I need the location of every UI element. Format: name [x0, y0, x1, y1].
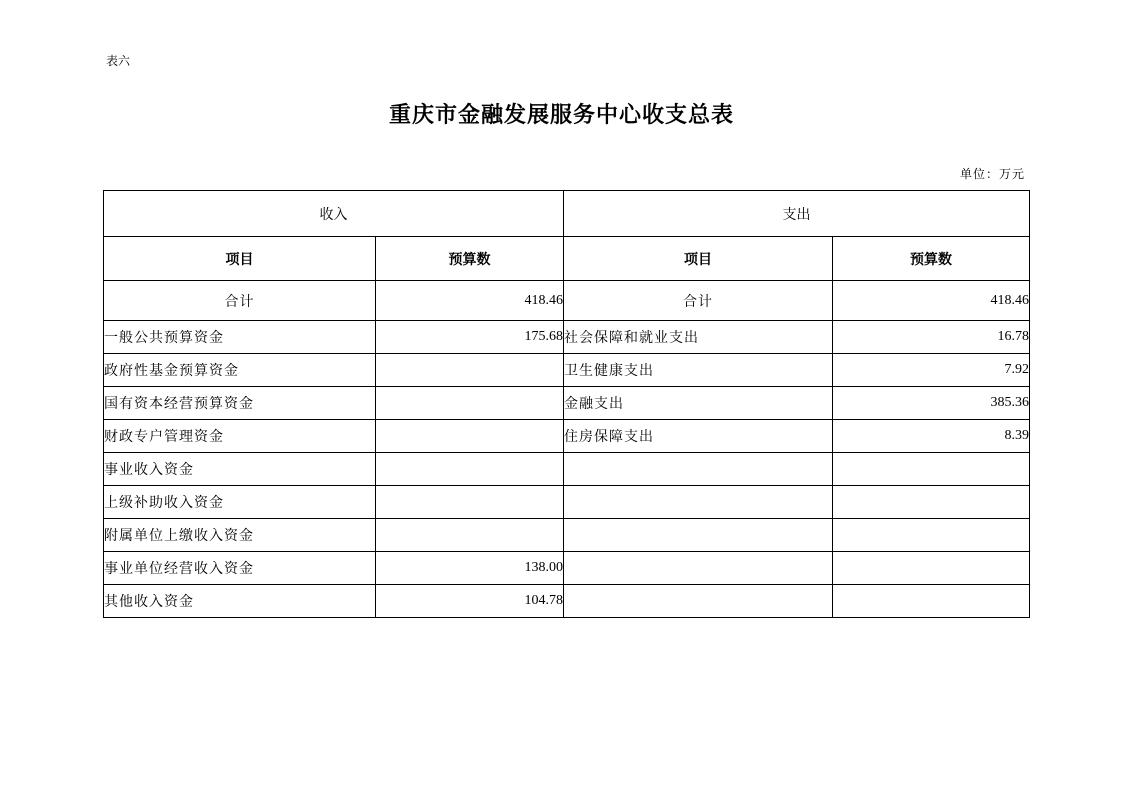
table-number: 表六: [106, 54, 131, 68]
expense-total-value: 418.46: [833, 281, 1030, 321]
income-item: 附属单位上缴收入资金: [104, 519, 376, 552]
expense-total-label: 合计: [564, 281, 833, 321]
income-value: [376, 486, 564, 519]
income-total-value: 418.46: [376, 281, 564, 321]
income-value: [376, 387, 564, 420]
expense-item: 卫生健康支出: [564, 354, 833, 387]
table-row: [104, 420, 1030, 453]
income-item: 国有资本经营预算资金: [104, 387, 376, 420]
expense-item: [564, 519, 833, 552]
expense-value: [833, 453, 1030, 486]
expense-value: [833, 585, 1030, 618]
income-value: 138.00: [376, 552, 564, 585]
expense-item: [564, 453, 833, 486]
expense-value: 8.39: [833, 420, 1030, 453]
table-row: [104, 453, 1030, 486]
table-row: [104, 321, 1030, 354]
table-row: [104, 519, 1030, 552]
expense-item: 社会保障和就业支出: [564, 321, 833, 354]
table-row: [104, 486, 1030, 519]
total-row: [104, 281, 1030, 321]
section-header-row: [104, 191, 1030, 237]
income-value: [376, 420, 564, 453]
income-value: [376, 519, 564, 552]
expense-item: 金融支出: [564, 387, 833, 420]
income-value: 104.78: [376, 585, 564, 618]
expense-value: [833, 552, 1030, 585]
expense-item: 住房保障支出: [564, 420, 833, 453]
table-row: [104, 387, 1030, 420]
table-row: [104, 585, 1030, 618]
expense-value: 385.36: [833, 387, 1030, 420]
table-row: [104, 552, 1030, 585]
income-item: 其他收入资金: [104, 585, 376, 618]
expense-value: [833, 486, 1030, 519]
income-section-header: 收入: [104, 191, 564, 237]
income-item: 政府性基金预算资金: [104, 354, 376, 387]
expense-item: [564, 486, 833, 519]
income-item: 一般公共预算资金: [104, 321, 376, 354]
income-item: 事业收入资金: [104, 453, 376, 486]
unit-label: 单位：万元: [959, 167, 1025, 181]
expense-item: [564, 552, 833, 585]
column-header-row: [104, 237, 1030, 281]
income-item: 财政专户管理资金: [104, 420, 376, 453]
income-expense-table: [103, 190, 1030, 618]
income-item: 事业单位经营收入资金: [104, 552, 376, 585]
expense-item: [564, 585, 833, 618]
expense-item-header: 项目: [564, 237, 833, 281]
expense-value: 16.78: [833, 321, 1030, 354]
income-total-label: 合计: [104, 281, 376, 321]
table-row: [104, 354, 1030, 387]
expense-budget-header: 预算数: [833, 237, 1030, 281]
page-title: 重庆市金融发展服务中心收支总表: [388, 102, 734, 128]
income-value: [376, 453, 564, 486]
income-value: [376, 354, 564, 387]
expense-section-header: 支出: [564, 191, 1030, 237]
expense-value: [833, 519, 1030, 552]
income-budget-header: 预算数: [376, 237, 564, 281]
income-item-header: 项目: [104, 237, 376, 281]
expense-value: 7.92: [833, 354, 1030, 387]
income-value: 175.68: [376, 321, 564, 354]
income-item: 上级补助收入资金: [104, 486, 376, 519]
